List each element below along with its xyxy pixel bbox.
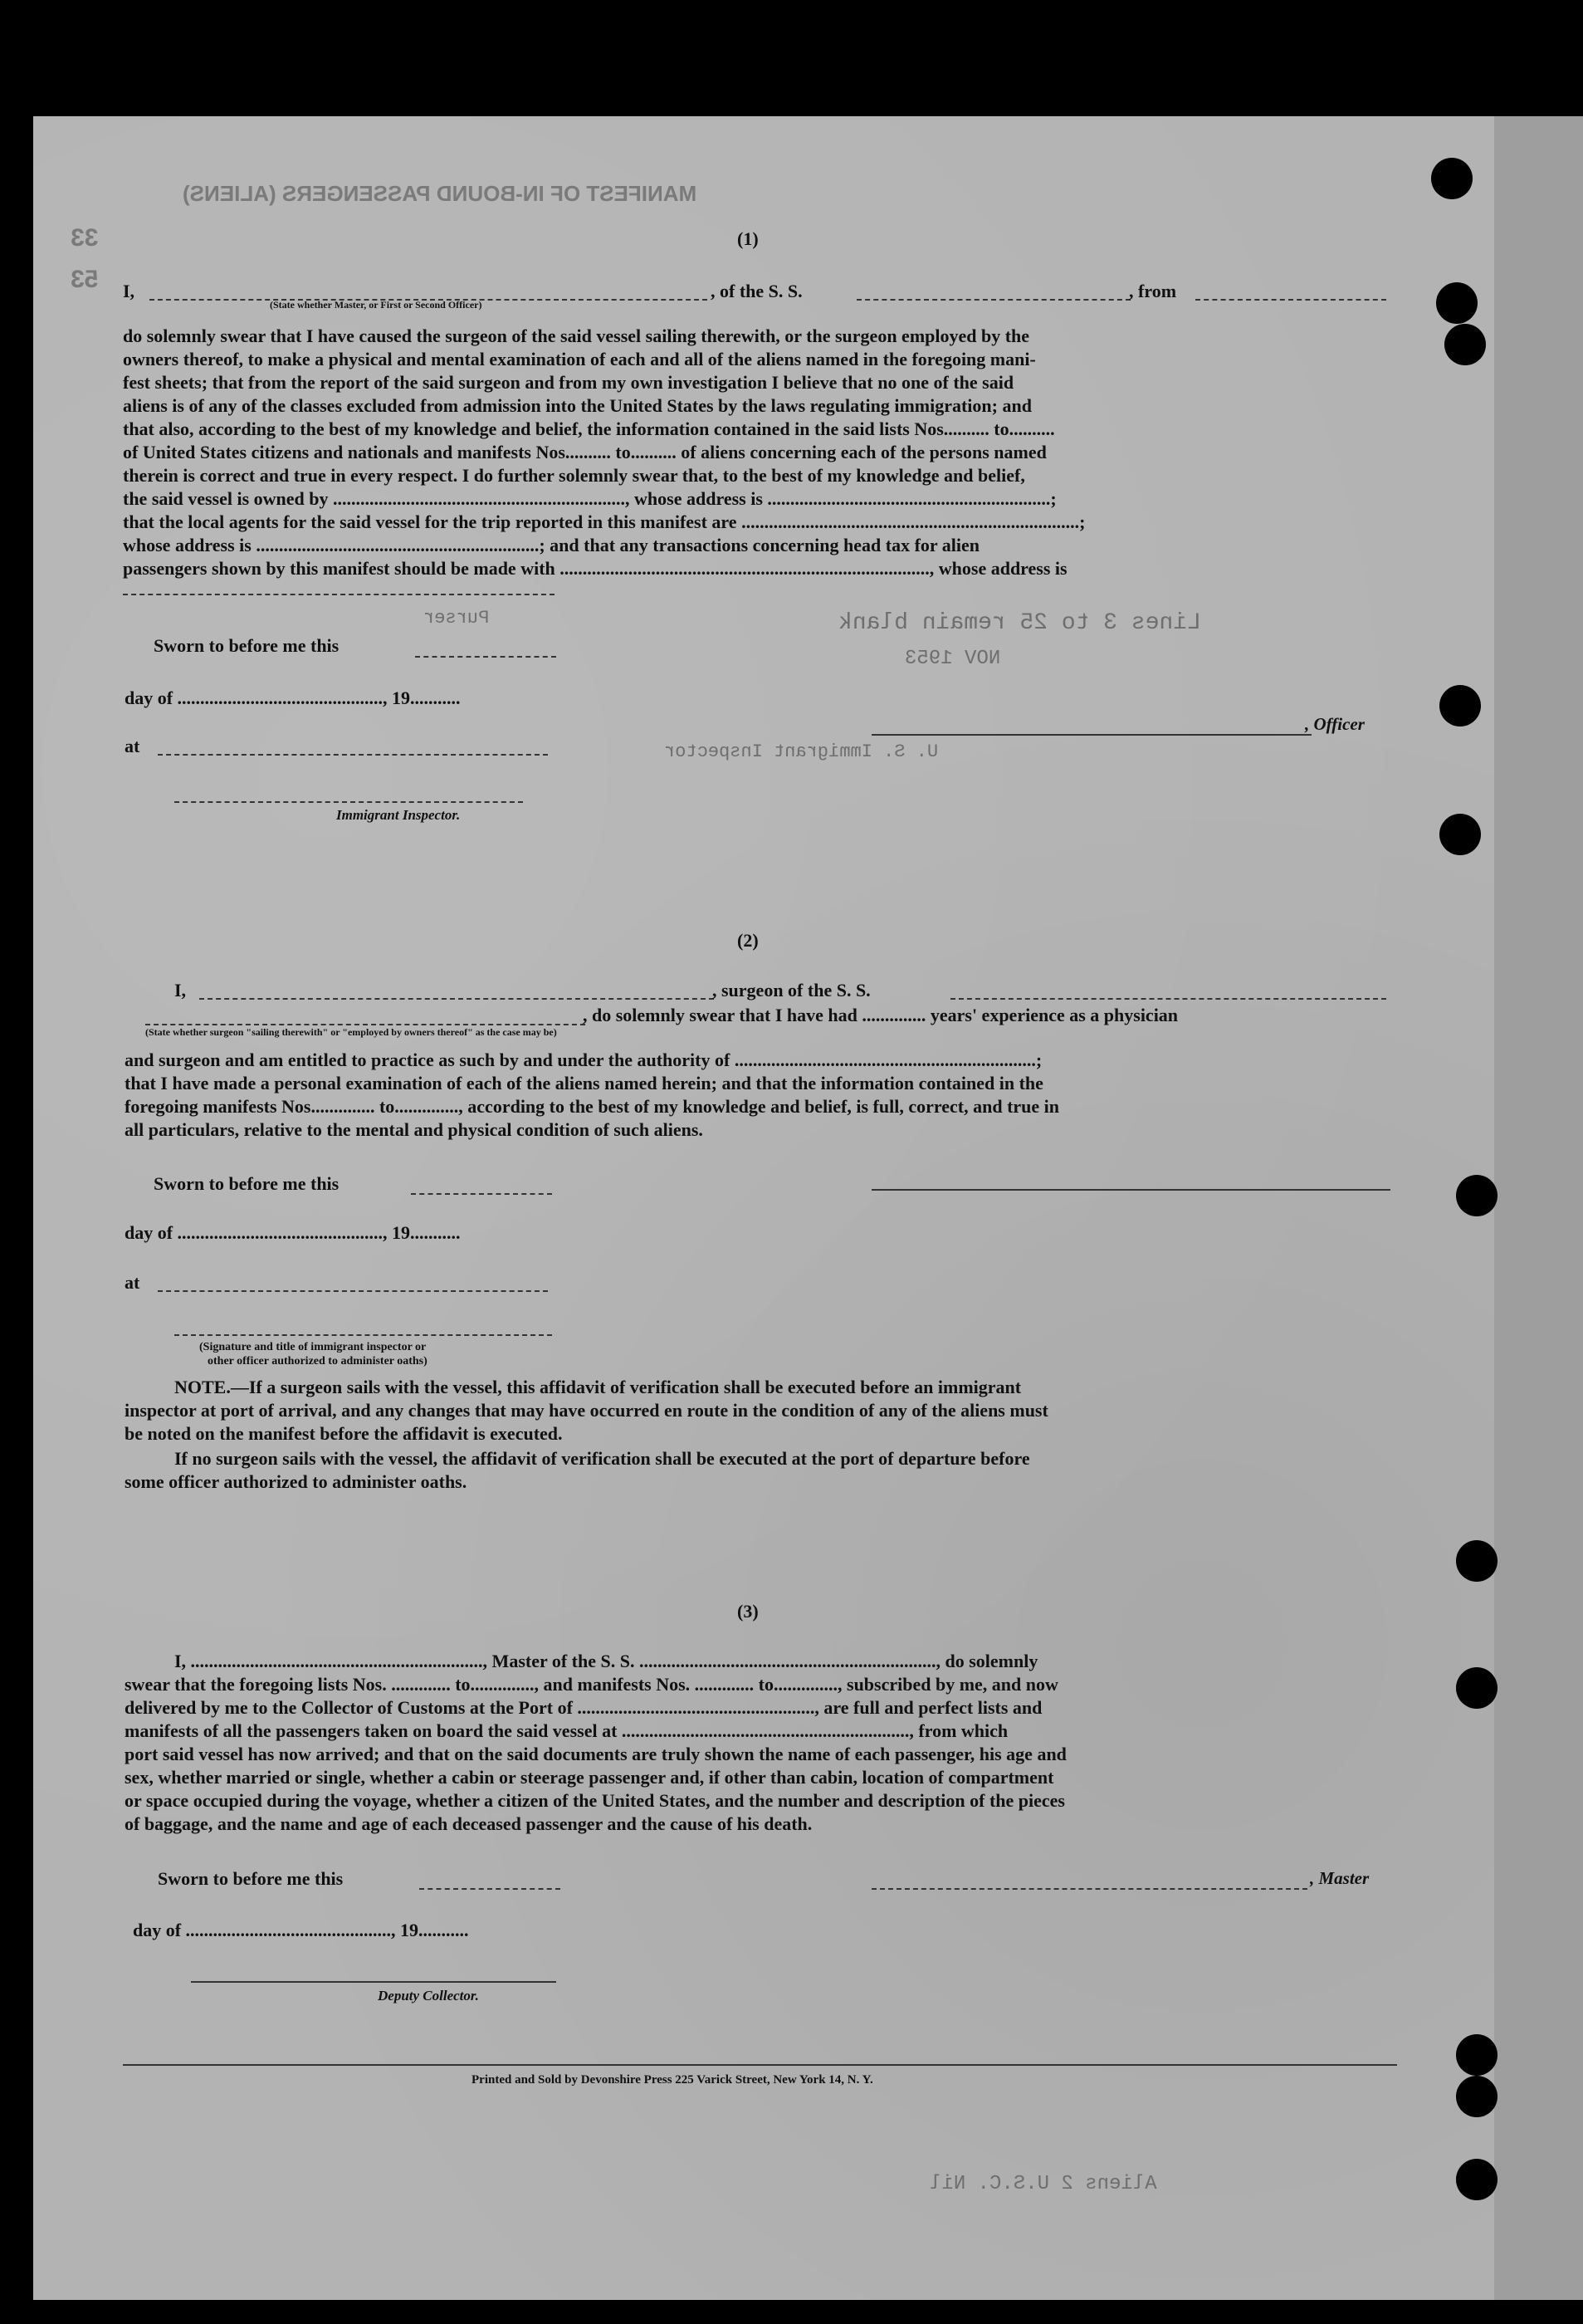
- printer-imprint: Printed and Sold by Devonshire Press 225 Varick Street, New York 14, N. Y.: [471, 2073, 873, 2087]
- binder-hole: [1436, 282, 1478, 324]
- blank-line: [415, 656, 556, 658]
- affidavit-line: whose address is ..............................................................; and that any transactions concerning head tax for alien: [123, 535, 980, 555]
- affidavit-line: therein is correct and true in every respect. I do further solemnly swear that, to the best of my knowledge and belief,: [123, 465, 1025, 486]
- binder-hole: [1456, 1667, 1497, 1709]
- bleed-number: 33: [71, 224, 99, 252]
- blank-line: [158, 754, 548, 756]
- affidavit-line: foregoing manifests Nos.............. to.............., according to the best of my knowledge and belief, is full, correct, and true in: [125, 1096, 1060, 1117]
- note-line: be noted on the manifest before the affidavit is executed.: [125, 1423, 563, 1444]
- binder-hole: [1456, 1540, 1497, 1582]
- blank-line: [158, 1290, 548, 1292]
- binder-hole: [1439, 685, 1481, 727]
- affidavit-line: passengers shown by this manifest should be made with ................................................................................., whose address is: [123, 558, 1068, 579]
- signature-line: [872, 734, 1312, 736]
- i-label: I,: [123, 281, 135, 301]
- state-note: (State whether Master, or First or Second Officer): [270, 299, 482, 311]
- sworn-label: Sworn to before me this: [154, 635, 340, 656]
- affidavit-line: do solemnly swear that I have caused the surgeon of the said vessel sailing therewith, or the surgeon employed by the: [123, 325, 1030, 346]
- sworn-label: Sworn to before me this: [154, 1173, 340, 1194]
- day-of-line: day of ............................................., 19...........: [125, 687, 461, 708]
- affidavit-line: aliens is of any of the classes excluded from admission into the United States by the laws regulating immigration; and: [123, 395, 1032, 416]
- bleed-header: MANIFEST OF IN-BOUND PASSENGERS (ALIENS): [183, 181, 697, 206]
- section-1-heading: (1): [737, 228, 759, 249]
- at-label: at: [125, 736, 140, 756]
- section-2-heading: (2): [737, 930, 759, 951]
- affidavit-line: and surgeon and am entitled to practice as such by and under the authority of ..................................................................;: [125, 1049, 1043, 1070]
- signature-caption: other officer authorized to administer oaths): [208, 1355, 428, 1367]
- at-label: at: [125, 1272, 140, 1293]
- affidavit-line: of baggage, and the name and age of each deceased passenger and the cause of his death.: [125, 1813, 813, 1834]
- binder-hole: [1444, 324, 1486, 365]
- master-label: , Master: [1310, 1868, 1370, 1888]
- binder-hole: [1456, 2034, 1497, 2076]
- affidavit-line: that the local agents for the said vessel for the trip reported in this manifest are ..........................................................................;: [123, 511, 1086, 532]
- affidavit-line: fest sheets; that from the report of the said surgeon and from my own investigation I believe that no one of the said: [123, 372, 1014, 393]
- affidavit-line: delivered by me to the Collector of Customs at the Port of ...................................................., are full and perfect lists and: [125, 1697, 1043, 1718]
- inspector-caption: Immigrant Inspector.: [336, 807, 461, 823]
- note-line: inspector at port of arrival, and any changes that may have occurred en route in the condition of any of the aliens must: [125, 1400, 1048, 1421]
- binder-hole: [1456, 1175, 1497, 1216]
- affidavit-line: that also, according to the best of my knowledge and belief, the information contained in the said lists Nos.......... to..........: [123, 418, 1055, 439]
- blank-line: [1195, 299, 1386, 301]
- stamp-bottom: Aliens 2 U.S.C. Nil: [930, 2173, 1157, 2195]
- affidavit-line: all particulars, relative to the mental and physical condition of such aliens.: [125, 1119, 703, 1140]
- affidavit-line: manifests of all the passengers taken on board the said vessel at ..............................................................., from which: [125, 1720, 1009, 1741]
- day-of-line: day of ............................................., 19...........: [133, 1920, 469, 1940]
- blank-line: [123, 594, 555, 595]
- note-line: If no surgeon sails with the vessel, the affidavit of verification shall be executed at the port of departure before: [174, 1448, 1030, 1469]
- stamp-date: NOV 1953: [905, 648, 1001, 670]
- officer-label: , Officer: [1305, 714, 1365, 734]
- note-line: NOTE.—If a surgeon sails with the vessel, this affidavit of verification shall be executed before an immigrant: [174, 1377, 1022, 1397]
- binder-hole: [1456, 2076, 1497, 2117]
- sworn-label: Sworn to before me this: [158, 1868, 344, 1889]
- footer-rule: [123, 2064, 1397, 2066]
- from-label: , from: [1129, 281, 1177, 301]
- affidavit-line: of United States citizens and nationals and manifests Nos.......... to.......... of aliens concerning each of the persons named: [123, 442, 1047, 462]
- day-of-line: day of ............................................., 19...........: [125, 1222, 461, 1243]
- note-line: some officer authorized to administer oaths.: [125, 1471, 467, 1492]
- binder-hole: [1439, 814, 1481, 855]
- signature-line: [872, 1888, 1307, 1890]
- surgeon-oath-line: , do solemnly swear that I have had .............. years' experience as a physician: [583, 1005, 1179, 1025]
- binder-hole: [1456, 2159, 1497, 2200]
- signature-line: [191, 1981, 556, 1983]
- signature-line: [872, 1189, 1390, 1191]
- blank-line: [857, 299, 1131, 301]
- stamp-purser: Purser: [423, 608, 490, 629]
- surgeon-label: , surgeon of the S. S.: [712, 980, 871, 1001]
- affidavit-line: that I have made a personal examination of each of the aliens named herein; and that the information contained in the: [125, 1073, 1043, 1094]
- section-3-heading: (3): [737, 1601, 759, 1622]
- stamp-inspector: U. S. Immigrant Inspector: [664, 741, 939, 762]
- signature-caption: (Signature and title of immigrant inspector or: [199, 1341, 427, 1353]
- page-edge: [1494, 116, 1583, 2300]
- affidavit-line: sex, whether married or single, whether a cabin or steerage passenger and, if other than cabin, location of compartment: [125, 1767, 1054, 1788]
- affidavit-line: the said vessel is owned by ................................................................, whose address is ..............................................................;: [123, 488, 1057, 509]
- blank-line: [419, 1888, 560, 1890]
- blank-line: [950, 998, 1386, 1000]
- bleed-number: 53: [71, 266, 99, 293]
- blank-line: [199, 998, 714, 1000]
- i-label: I,: [174, 980, 187, 1001]
- signature-line: [174, 801, 523, 803]
- blank-line: [145, 1024, 585, 1025]
- state-note: (State whether surgeon "sailing therewith" or "employed by owners thereof" as the case may be): [145, 1026, 557, 1038]
- affidavit-line: I, ................................................................, Master of the S. S. ................................................................., do solemnly: [174, 1651, 1038, 1671]
- of-ss-label: , of the S. S.: [711, 281, 803, 301]
- stamp-lines-blank: Lines 3 to 25 remain blank: [838, 610, 1201, 636]
- blank-line: [411, 1193, 552, 1195]
- signature-line: [174, 1334, 552, 1336]
- binder-hole: [1431, 158, 1473, 199]
- affidavit-line: or space occupied during the voyage, whether a citizen of the United States, and the number and description of the pieces: [125, 1790, 1065, 1811]
- affidavit-line: owners thereof, to make a physical and mental examination of each and all of the aliens named in the foregoing mani-: [123, 349, 1036, 369]
- affidavit-line: port said vessel has now arrived; and that on the said documents are truly shown the name of each passenger, his age and: [125, 1744, 1067, 1764]
- affidavit-line: swear that the foregoing lists Nos. ............. to.............., and manifests Nos. ............. to.............., subscribed by me, and now: [125, 1674, 1058, 1695]
- deputy-caption: Deputy Collector.: [378, 1988, 479, 2004]
